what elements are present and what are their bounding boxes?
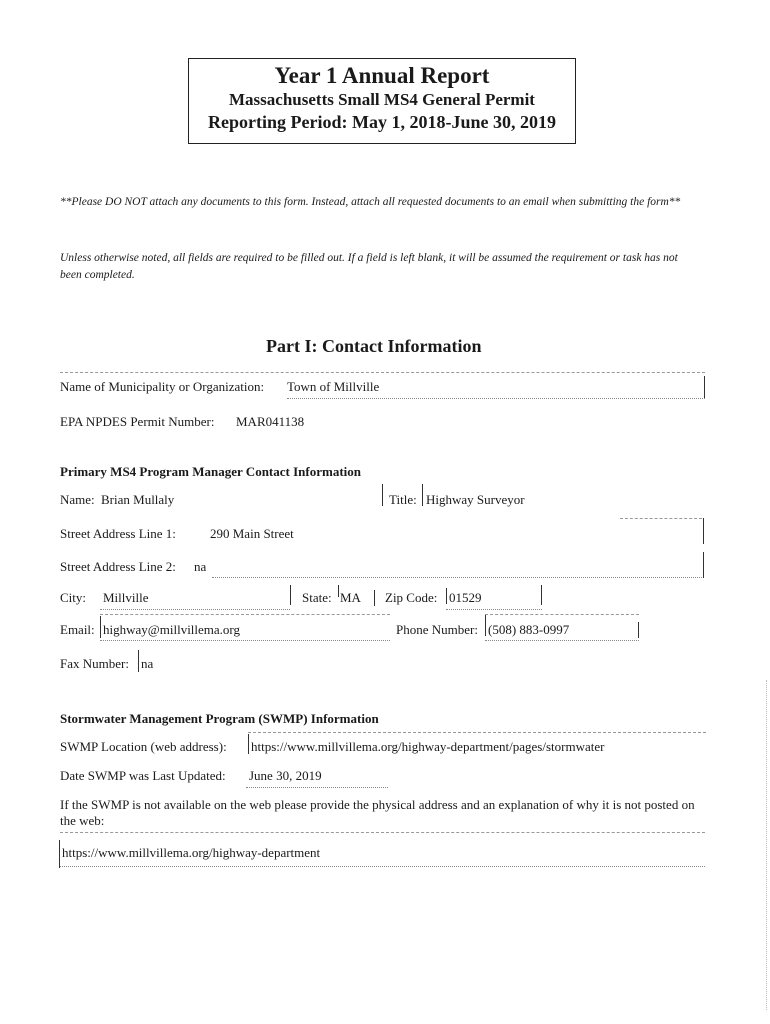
phone-field-edge [485,614,486,636]
swmp-explain-field[interactable]: https://www.millvillema.org/highway-department [62,845,321,860]
state-field[interactable]: MA [340,590,361,605]
email-field-edge [100,616,101,638]
swmp-explain-label: If the SWMP is not available on the web please provide the physical address and an explanation of why it is not posted on the web: [60,797,695,828]
name-field-edge [382,484,383,506]
reporting-period: Reporting Period: May 1, 2018-June 30, 2019 [208,112,556,132]
attachment-note: **Please DO NOT attach any documents to this form. Instead, attach all requested documents to an email when submitting the form** [60,196,681,208]
email-top-rule [100,614,390,615]
manager-section-heading: Primary MS4 Program Manager Contact Information [60,464,361,479]
swmp-location-field[interactable]: https://www.millvillema.org/highway-department/pages/stormwater [251,739,605,754]
state-field-right-edge [374,590,375,606]
street1-field[interactable]: 290 Main Street [210,526,294,541]
fax-field[interactable]: na [141,656,154,671]
swmp-explain-underline [60,866,705,867]
swmp-updated-underline [246,787,388,788]
swmp-explain-top-rule [60,832,705,833]
permit-number-field[interactable]: MAR041138 [236,414,305,429]
permit-number-label: EPA NPDES Permit Number: [60,414,215,429]
part1-heading: Part I: Contact Information [266,336,482,356]
title-field-edge [422,484,423,506]
title-field[interactable]: Highway Surveyor [426,492,525,507]
phone-underline [485,640,639,641]
permit-subtitle: Massachusetts Small MS4 General Permit [229,90,535,109]
name-field[interactable]: Brian Mullaly [101,492,175,507]
zip-underline [446,609,542,610]
fax-label: Fax Number: [60,656,129,671]
phone-field-right-edge [638,622,639,638]
scan-edge-artifact [766,680,767,1010]
municipality-field[interactable]: Town of Millville [287,379,380,394]
report-title: Year 1 Annual Report [274,63,490,88]
swmp-location-field-edge [248,734,249,754]
phone-top-rule [485,614,639,615]
zip-field-edge [446,588,447,604]
street2-underline [212,577,704,578]
municipality-label: Name of Municipality or Organization: [60,379,265,394]
street2-field-edge [703,552,704,578]
required-fields-note: Unless otherwise noted, all fields are required to be filled out. If a field is left blank, it will be assumed the requirement or task has not been completed. [60,252,678,281]
city-field-edge [290,585,291,605]
swmp-section-heading: Stormwater Management Program (SWMP) Information [60,711,379,726]
email-underline [100,640,390,641]
street1-field-edge [703,518,704,544]
zip-field[interactable]: 01529 [449,590,482,605]
municipality-top-rule [60,372,705,373]
municipality-field-edge [704,376,705,398]
municipality-underline [287,398,705,399]
zip-label: Zip Code: [385,590,438,605]
report-title-box [188,58,576,144]
swmp-location-top-rule [248,732,706,733]
zip-field-right-edge [541,585,542,605]
phone-field[interactable]: (508) 883-0997 [488,622,570,637]
email-label: Email: [60,622,95,637]
name-label: Name: [60,492,95,507]
swmp-explain-field-edge [59,840,60,868]
swmp-updated-label: Date SWMP was Last Updated: [60,768,226,783]
city-field[interactable]: Millville [103,590,149,605]
state-field-edge [338,585,339,597]
street2-field[interactable]: na [194,559,207,574]
phone-label: Phone Number: [396,622,478,637]
swmp-location-label: SWMP Location (web address): [60,739,227,754]
street1-label: Street Address Line 1: [60,526,176,541]
street1-top-rule [620,518,702,519]
title-label: Title: [389,492,417,507]
email-field[interactable]: highway@millvillema.org [103,622,241,637]
fax-field-edge [138,650,139,672]
city-underline [100,609,290,610]
swmp-updated-field[interactable]: June 30, 2019 [249,768,322,783]
state-label: State: [302,590,332,605]
street2-label: Street Address Line 2: [60,559,176,574]
city-label: City: [60,590,87,605]
